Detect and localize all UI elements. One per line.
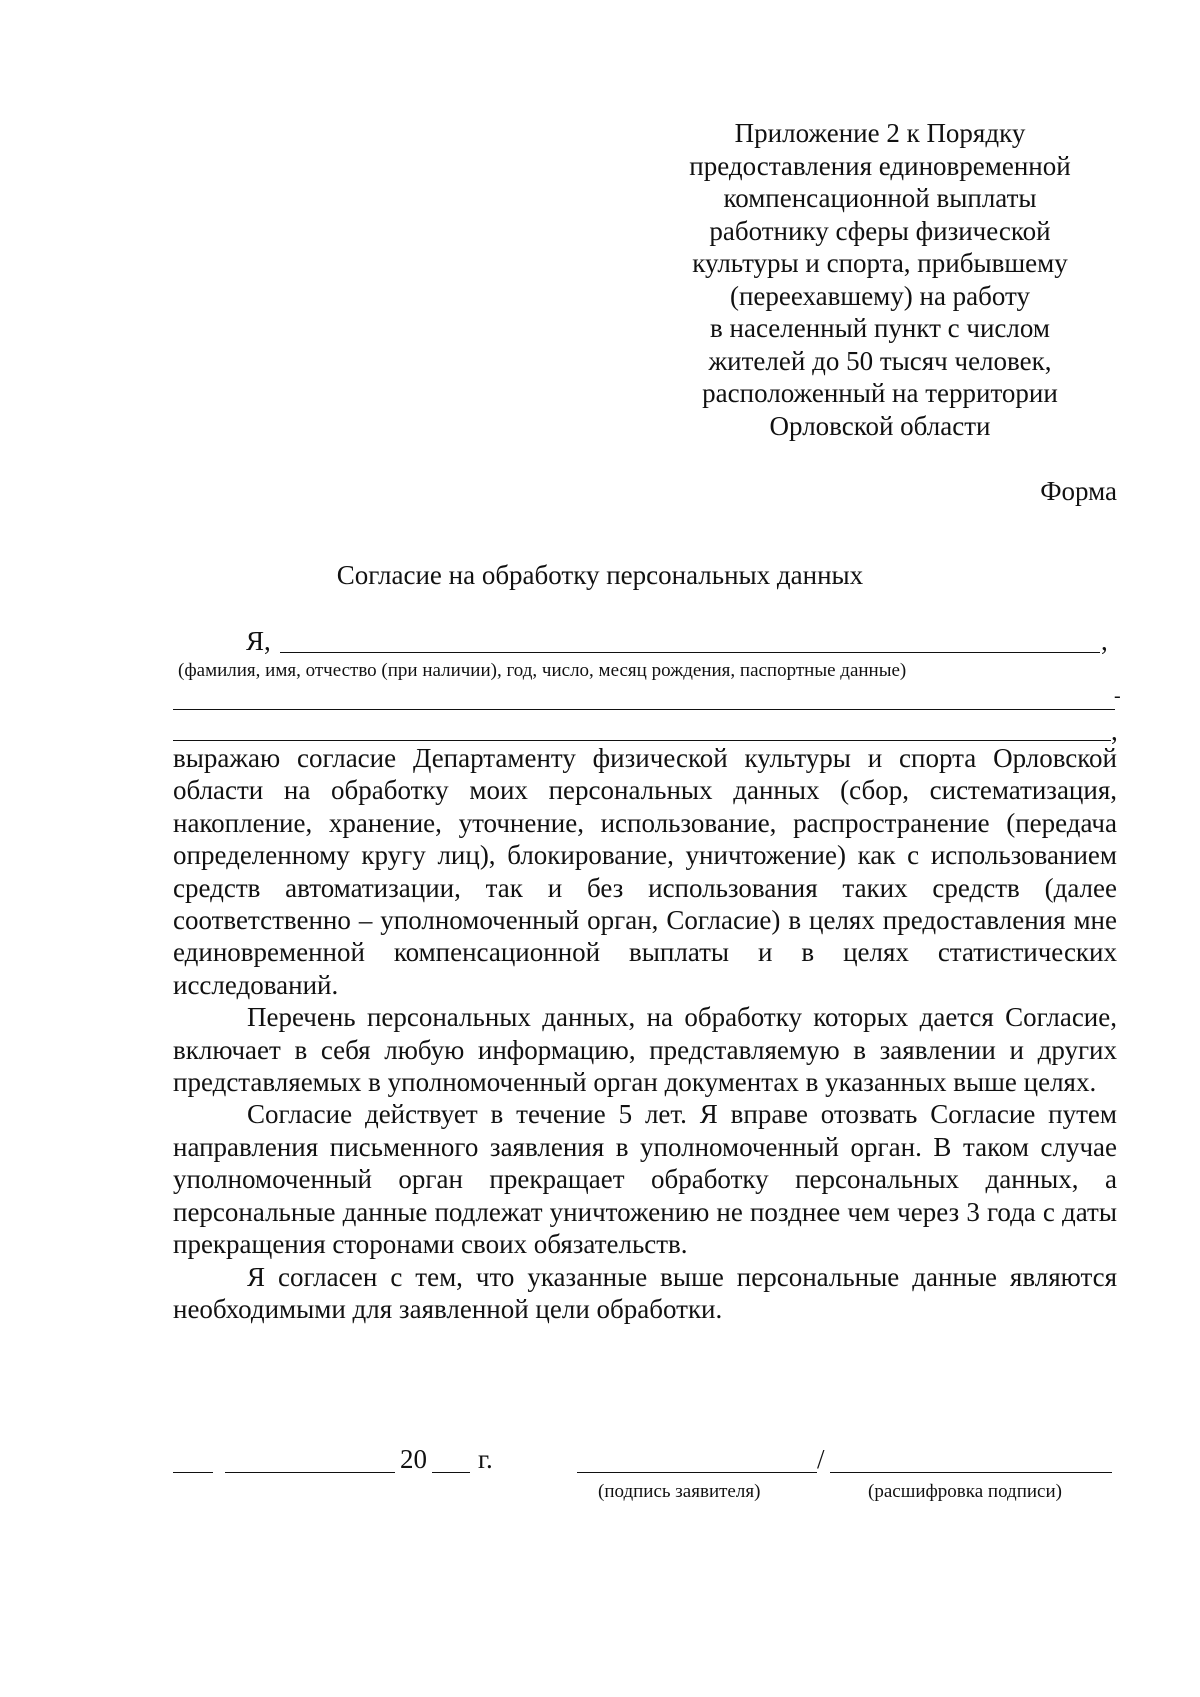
consent-body: [173, 742, 1117, 1325]
line-comma: ,: [1111, 716, 1118, 746]
line-dash: -: [1114, 685, 1121, 707]
signature-field[interactable]: [577, 1472, 817, 1473]
appendix-line: Приложение 2 к Порядку: [734, 118, 1026, 148]
appendix-header: [660, 117, 1100, 442]
applicant-field-hint: (фамилия, имя, отчество (при наличии), год, число, месяц рождения, паспортные данные): [178, 660, 907, 681]
signature-decode-field[interactable]: [830, 1472, 1112, 1473]
applicant-prefix: Я,: [246, 626, 271, 656]
day-field[interactable]: [173, 1472, 213, 1473]
appendix-line: расположенный на территории: [702, 378, 1058, 408]
decode-hint: (расшифровка подписи): [868, 1481, 1062, 1502]
document-title: Согласие на обработку персональных данных: [336, 560, 864, 590]
appendix-line: жителей до 50 тысяч человек,: [708, 345, 1052, 376]
appendix-line: в населенный пункт с числом: [710, 313, 1050, 343]
appendix-line: работнику сферы физической: [709, 215, 1051, 246]
applicant-data-field-1[interactable]: [173, 709, 1115, 710]
validity-paragraph: Согласие действует в течение 5 лет. Я вправе отозвать Согласие путем направления письменного заявления в уполномоченный орган. В таком случае уполномоченный орган прекращает обработку персональных данных, а персональные данные подлежат уничтожению не позднее чем через 3 года с даты прекращения сторонами своих обязательств.: [173, 1099, 1117, 1260]
year-field[interactable]: [432, 1472, 470, 1473]
appendix-line: (переехавшему) на работу: [729, 280, 1030, 311]
form-label: Форма: [1040, 476, 1117, 506]
personal-data-paragraph: Перечень персональных данных, на обработку которых дается Согласие, включает в себя любую информацию, представляемую в заявлении и других представляемых в уполномоченный орган документах в указанных выше целях.: [173, 1002, 1117, 1098]
appendix-line: компенсационной выплаты: [723, 183, 1037, 213]
applicant-name-field[interactable]: [280, 652, 1100, 653]
appendix-line: Орловской области: [769, 410, 991, 441]
month-field[interactable]: [225, 1472, 395, 1473]
year-prefix: 20: [400, 1444, 427, 1474]
consent-paragraph: выражаю согласие Департаменту физической культуры и спорта Орловской области на обработку моих персональных данных (сбор, систематизация, накопление, хранение, уточнение, использование, распространение (передача определенному кругу лиц), блокирование, уничтожение) как с использованием средств автоматизации, так и без использования таких средств (далее соответственно – уполномоченный орган, Согласие) в целях предоставления мне единовременной компенсационной выплаты и в целях статистических исследований.: [173, 743, 1117, 1000]
applicant-comma: ,: [1101, 626, 1108, 656]
year-suffix: г.: [478, 1444, 493, 1474]
appendix-line: предоставления единовременной: [689, 150, 1071, 181]
applicant-data-field-2[interactable]: [173, 740, 1111, 741]
agreement-paragraph: Я согласен с тем, что указанные выше персональные данные являются необходимыми для заявленной цели обработки.: [173, 1261, 1117, 1324]
appendix-line: культуры и спорта, прибывшему: [692, 248, 1068, 278]
signature-hint: (подпись заявителя): [598, 1481, 761, 1502]
signature-slash: /: [817, 1444, 825, 1474]
